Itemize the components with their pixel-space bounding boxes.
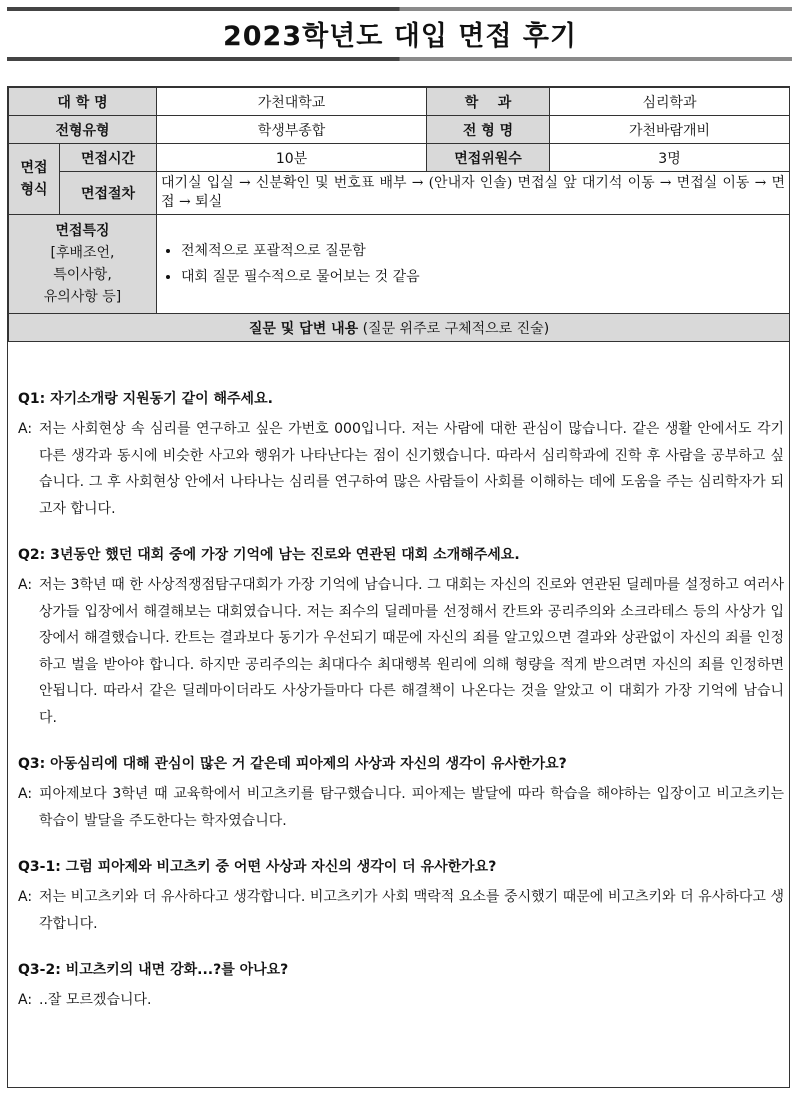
answer-prefix: A: (18, 577, 33, 593)
answer-prefix: A: (18, 786, 33, 802)
time-value: 10분 (157, 144, 427, 172)
features-list (161, 238, 785, 290)
page-title: 2023학년도 대입 면접 후기 (222, 21, 578, 52)
format-label-line1: 면접 (20, 160, 48, 176)
admission-value: 가천바람개비 (550, 116, 790, 144)
features-label-title: 면접특징 (55, 223, 110, 239)
title-top-rule (7, 7, 792, 11)
answer-text: 저는 3학년 때 한 사상적쟁점탐구대회가 가장 기억에 남습니다. 그 대회는 자신의 진로와 연관된 딜레마를 설정하고 여러사상가들 입장에서 해결해보는 대회였습니다. 저는 죄수의 딜레마를 선정해서 칸트와 공리주의와 소크라테스 등의 사상가 입장에서 해결했습니다. 칸트는 결과보다 동기가 우선되기 때문에 자신의 죄를 알고있으면 결과와 상관없이 자신의 죄를 인정하고 벌을 받아야 합니다. 하지만 공리주의는 최대다수 최대행복 원리에 의해 형량을 적게 받으려면 자신의 죄를 인정하면 안됩니다. 따라서 같은 딜레마이더라도 사상가들마다 다른 해결책이 나온다는 것을 알았고 이 대회가 가장 기억에 남습니다. (39, 577, 784, 726)
row-university (9, 88, 790, 116)
features-item: • 대회 질문 필수적으로 물어보는 것 같음 (181, 264, 785, 290)
answer (18, 987, 784, 1014)
track-label: 전형유형 (9, 116, 157, 144)
answer-text: 저는 비고츠키와 더 유사하다고 생각합니다. 비고츠키가 사회 맥락적 요소를 중시했기 때문에 비고츠키와 더 유사하다고 생각합니다. (39, 889, 784, 932)
procedure-label: 면접절차 (60, 172, 157, 215)
row-time (9, 144, 790, 172)
row-features (9, 215, 790, 314)
qa-item (18, 544, 784, 731)
question: Q3-1: 그럼 피아제와 비고츠키 중 어떤 사상과 자신의 생각이 더 유사한가요? (18, 859, 497, 875)
university-value: 가천대학교 (157, 88, 427, 116)
answer-prefix: A: (18, 992, 33, 1008)
department-value: 심리학과 (550, 88, 790, 116)
answer (18, 572, 784, 731)
answer-prefix: A: (18, 889, 33, 905)
admission-label: 전 형 명 (427, 116, 550, 144)
format-label (9, 144, 60, 215)
row-track (9, 116, 790, 144)
university-label: 대 학 명 (9, 88, 157, 116)
question: Q1: 자기소개랑 지원동기 같이 해주세요. (18, 391, 273, 407)
procedure-value: 대기실 입실 → 신분확인 및 번호표 배부 → (안내자 인솔) 면접실 앞 대기석 이동 → 면접실 이동 → 면접 → 퇴실 (157, 172, 790, 215)
interviewers-value: 3명 (550, 144, 790, 172)
answer-text: ..잘 모르겠습니다. (39, 992, 152, 1008)
answer-text: 저는 사회현상 속 심리를 연구하고 싶은 가번호 000입니다. 저는 사람에 대한 관심이 많습니다. 같은 생활 안에서도 각기 다른 생각과 동시에 비슷한 사고와 행위가 나타난다는 점이 신기했습니다. 따라서 심리학과에 진학 후 사람을 공부하고 싶습니다. 그 후 사회현상 안에서 나타나는 심리를 연구하여 많은 사람들이 사회를 이해하는 데에 도움을 주는 심리학자가 되고자 합니다. (39, 421, 784, 517)
features-label-line2: [후배조언, (50, 245, 115, 261)
qa-header-bold: 질문 및 답변 내용 (248, 320, 359, 337)
title-bottom-rule (7, 57, 792, 61)
question: Q3: 아동심리에 대해 관심이 많은 거 같은데 피아제의 사상과 자신의 생각이 유사한가요? (18, 756, 567, 772)
interviewers-label: 면접위원수 (427, 144, 550, 172)
answer (18, 416, 784, 522)
qa-item (18, 388, 784, 522)
department-label: 학 과 (427, 88, 550, 116)
features-label-line4: 유의사항 등] (43, 289, 122, 305)
row-procedure (9, 172, 790, 215)
features-label-line3: 특이사항, (53, 267, 112, 283)
time-label: 면접시간 (60, 144, 157, 172)
answer (18, 884, 784, 937)
track-value: 학생부종합 (157, 116, 427, 144)
qa-item (18, 753, 784, 834)
question: Q2: 3년동안 했던 대회 중에 가장 기억에 남는 진로와 연관된 대회 소개해주세요. (18, 547, 520, 563)
features-label (9, 215, 157, 314)
answer-prefix: A: (18, 421, 33, 437)
interview-sheet (7, 86, 790, 1088)
interview-info-table (8, 87, 790, 342)
features-item: • 전체적으로 포괄적으로 질문함 (181, 238, 785, 264)
qa-header (9, 314, 790, 342)
answer (18, 781, 784, 834)
question: Q3-2: 비고츠키의 내면 강화...?를 아나요? (18, 962, 289, 978)
format-label-line2: 형식 (20, 182, 48, 198)
qa-header-note: (질문 위주로 구체적으로 진술) (358, 320, 550, 337)
answer-text: 피아제보다 3학년 때 교육학에서 비고츠키를 탐구했습니다. 피아제는 발달에 따라 학습을 해야하는 입장이고 비고츠키는 학습이 발달을 주도한다는 학자였습니다. (39, 786, 784, 829)
qa-item (18, 856, 784, 937)
row-qa-header (9, 314, 790, 342)
qa-item (18, 959, 784, 1014)
qa-section (18, 388, 784, 1036)
features-value (157, 215, 790, 314)
